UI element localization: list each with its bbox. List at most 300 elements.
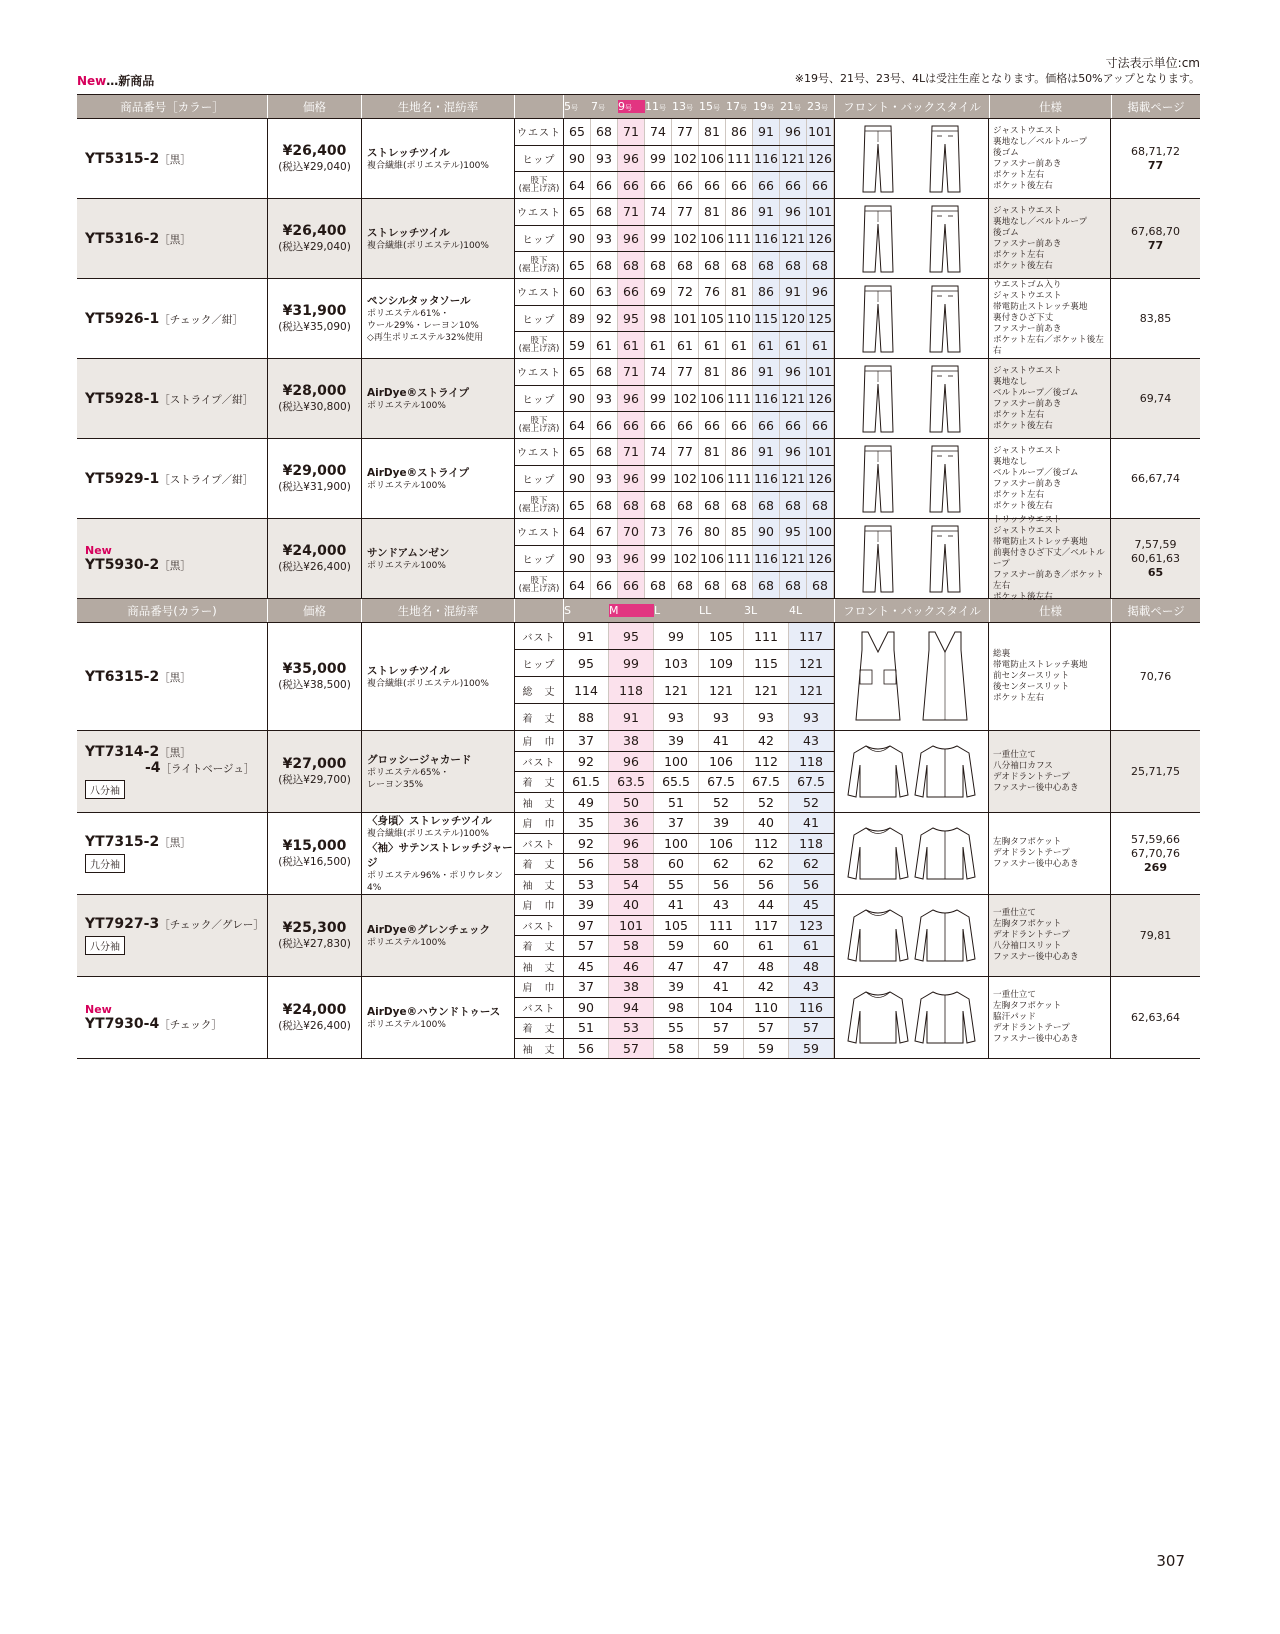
size-value: 93 [591,146,618,172]
size-row [515,895,834,916]
size-row [515,1039,834,1059]
size-value: 102 [672,386,699,412]
product-row [77,278,1200,358]
size-value: 61 [807,332,834,358]
size-value: 68 [699,492,726,518]
tops-body [77,622,1200,1058]
size-value: 68 [780,572,807,598]
product-code: YT5926-1［チェック／紺］ [85,310,243,327]
size-value: 101 [807,119,834,145]
fabric-cell [362,813,515,894]
size-value: 55 [654,1018,699,1038]
size-value: 68 [807,492,834,518]
size-value: 62 [699,854,744,874]
price-tax: (税込¥26,400) [278,1020,351,1032]
fabric-name: AirDye®ストライプ [367,387,469,399]
size-value: 101 [807,439,834,465]
fabric-detail: 複合繊維(ポリエステル)100% [367,829,489,839]
size-label: 袖 丈 [515,793,564,813]
price: ¥24,000 [282,1002,347,1018]
size-value: 42 [744,977,789,997]
size-value: 55 [654,875,699,895]
price: ¥26,400 [282,223,347,239]
size-row [515,386,834,413]
price: ¥26,400 [282,143,347,159]
size-label: ウエスト [515,199,564,225]
size-label-sub: (裾上げ済) [518,264,560,275]
spec-cell [989,813,1111,894]
product-color: ［黒］ [159,153,191,166]
size-value: 93 [591,546,618,572]
size-value: 63.5 [609,772,654,792]
spec-item: ファスナー後中心あき [993,952,1079,962]
pages-list: 25,71,75 [1131,764,1180,778]
size-row [515,332,834,358]
size-value: 71 [618,119,645,145]
size-value: 58 [609,854,654,874]
product-row [77,894,1200,976]
size-value: 66 [645,412,672,438]
spec-cell [989,119,1111,198]
size-value: 56 [789,875,834,895]
style-illustration [834,895,989,976]
size-value: 66 [726,412,753,438]
size-label [515,492,564,518]
spec-item: ポケット左右 [993,489,1045,500]
size-value: 105 [654,916,699,936]
size-value: 41 [699,977,744,997]
spec-item: 一重仕立て [993,749,1036,760]
spec-item: ポケット左右 [993,249,1045,260]
size-label: 着 丈 [515,936,564,956]
style-illustration [834,279,989,358]
size-value: 121 [780,386,807,412]
fabric-detail: ポリエステル100% [367,561,446,571]
size-value: 61 [591,332,618,358]
size-row [515,623,834,650]
price-tax: (税込¥30,800) [278,401,351,413]
size-value: 111 [726,146,753,172]
spec-item: デオドラントテープ [993,930,1070,940]
size-value: 51 [564,1018,609,1038]
size-value: 66 [807,172,834,198]
pants-back-icon [928,284,962,354]
pages-cell [1111,119,1200,198]
size-value: 77 [672,439,699,465]
spec-item: ベルトループ／後ゴム [993,467,1079,478]
size-table [515,895,834,976]
spec-item: 左胸タフポケット [993,1001,1062,1011]
size-header-0 [564,100,591,113]
price: ¥15,000 [282,838,347,854]
size-value: 52 [789,793,834,813]
header-price: 価格 [268,599,362,622]
size-value: 81 [699,359,726,385]
price: ¥24,000 [282,543,347,559]
size-value: 69 [645,279,672,305]
fabric-cell [362,439,515,518]
size-value: 101 [609,916,654,936]
product-code-cell [77,813,268,894]
header-fabric: 生地名・混紡率 [362,95,515,118]
fabric-cell [362,279,515,358]
product-row [77,514,1200,602]
size-header-5: 4L [789,604,803,617]
size-value: 91 [753,199,780,225]
spec-item: 後センタースリット [993,682,1070,692]
size-label: 袖 丈 [515,875,564,895]
size-unit: 号 [686,104,693,112]
size-value: 92 [564,834,609,854]
size-value: 53 [564,875,609,895]
sleeve-badge: 八分袖 [85,936,125,955]
size-value: 68 [699,252,726,278]
spec-item: ジャストウエスト [993,525,1062,536]
size-value: 65 [564,492,591,518]
order-note: ※19号、21号、23号、4Lは受注生産となります。価格は50%アップとなります。 [794,72,1200,85]
size-label: バスト [515,834,564,854]
product-code: YT5929-1［ストライプ／紺］ [85,470,254,487]
price-cell [268,623,362,730]
size-number: 7 [591,100,598,113]
size-value: 111 [726,386,753,412]
product-code-cell [77,279,268,358]
fabric-cell [362,623,515,730]
size-row [515,875,834,895]
size-value: 90 [564,386,591,412]
size-value: 66 [591,172,618,198]
price-cell [268,439,362,518]
size-value: 96 [609,752,654,772]
size-value: 68 [672,492,699,518]
size-value: 72 [672,279,699,305]
size-value: 98 [645,306,672,332]
pages-highlight: 77 [1147,158,1164,172]
product-code: YT7314-2［黒］ [85,744,191,760]
spec-cell [989,731,1111,812]
pants-back-icon [928,444,962,514]
size-table [515,623,834,730]
size-label-main: 股下 [530,336,548,347]
size-label: ヒップ [515,546,564,572]
fabric-name: サンドアムンゼン [367,547,450,559]
size-value: 58 [654,1039,699,1059]
pants-front-icon [861,444,895,514]
price-tax: (税込¥35,090) [278,321,351,333]
size-value: 68 [699,572,726,598]
price: ¥31,900 [282,303,347,319]
size-header-5 [699,100,726,113]
size-value: 74 [645,359,672,385]
size-value: 61 [726,332,753,358]
size-value: 68 [807,252,834,278]
fabric-cell [362,359,515,438]
size-value: 89 [564,306,591,332]
pants-back-icon [928,204,962,274]
size-value: 50 [609,793,654,813]
size-row [515,752,834,773]
header-spec: 仕様 [990,599,1112,622]
size-value: 48 [789,957,834,977]
product-color: ［ストライプ／紺］ [159,393,254,406]
sleeve-badge: 九分袖 [85,854,125,873]
size-label: ヒップ [515,226,564,252]
size-row [515,359,834,386]
size-value: 118 [609,677,654,703]
new-badge: New [85,544,112,557]
size-value: 43 [699,895,744,915]
size-value: 45 [564,957,609,977]
spec-item: 帯電防止ストレッチ裏地 [993,302,1088,312]
pants-front-icon [861,364,895,434]
size-value: 110 [744,998,789,1018]
size-value: 68 [753,492,780,518]
size-table [515,439,834,518]
size-value: 111 [726,466,753,492]
size-value: 66 [807,412,834,438]
size-row [515,813,834,834]
size-value: 59 [699,1039,744,1059]
fabric-detail: 〈袖〉サテンストレッチジャージ [367,842,513,869]
size-value: 68 [591,119,618,145]
size-value: 100 [654,752,699,772]
pants-back-icon [928,524,962,594]
size-value: 37 [654,813,699,833]
size-header-6 [726,100,753,113]
size-value: 36 [609,813,654,833]
size-value: 66 [591,572,618,598]
size-label-sub: (裾上げ済) [518,584,560,595]
spec-item: ジャストウエスト [993,125,1062,136]
size-value: 53 [609,1018,654,1038]
size-row [515,492,834,518]
size-value: 49 [564,793,609,813]
size-value: 39 [564,895,609,915]
size-value: 77 [672,119,699,145]
pages-cell [1111,359,1200,438]
size-value: 68 [618,252,645,278]
spec-item: ファスナー前あき／ポケット左右 [993,569,1104,591]
size-value: 101 [807,359,834,385]
size-value: 121 [744,677,789,703]
size-value: 68 [591,359,618,385]
size-value: 81 [726,279,753,305]
size-value: 65 [564,199,591,225]
spec-item: 裏付きひざ下丈 [993,313,1054,323]
header-style: フロント・バックスタイル [835,599,990,622]
bottoms-size-headers [564,95,835,118]
fabric-cell [362,895,515,976]
spec-cell [989,623,1111,730]
blouse-back-icon [913,743,977,801]
fabric-detail: 複合繊維(ポリエステル)100% [367,679,489,689]
size-row [515,172,834,198]
size-table [515,731,834,812]
product-row [77,976,1200,1058]
price-cell [268,119,362,198]
product-code-variant: -4［ライトベージュ］ [145,760,255,776]
spec-item: 総裏 [993,649,1011,659]
size-number: 9 [618,100,625,113]
fabric-detail: ポリエステル100% [367,1020,446,1030]
header-fabric: 生地名・混紡率 [362,599,515,622]
size-value: 62 [744,854,789,874]
size-header-4 [672,100,699,113]
unit-note: 寸法表示単位:cm [1105,56,1200,70]
pages-list: 79,81 [1139,928,1172,942]
size-table [515,519,834,598]
fabric-detail: ポリエステル100% [367,938,446,948]
size-value: 100 [654,834,699,854]
size-value: 116 [753,546,780,572]
blouse-back-icon [913,989,977,1047]
size-unit: 号 [740,104,747,112]
size-value: 68 [780,252,807,278]
pants-front-icon [861,524,895,594]
size-value: 116 [753,146,780,172]
size-value: 102 [672,466,699,492]
header-pages: 掲載ページ [1127,603,1185,618]
size-value: 88 [564,704,609,730]
size-value: 52 [699,793,744,813]
size-value: 123 [789,916,834,936]
size-value: 121 [780,546,807,572]
size-label: 袖 丈 [515,1039,564,1059]
size-value: 47 [654,957,699,977]
size-value: 95 [609,623,654,649]
size-value: 65 [564,252,591,278]
product-row [77,812,1200,894]
size-row [515,572,834,598]
fabric-name: ペンシルタッタソール [367,295,471,307]
size-value: 105 [699,306,726,332]
size-value: 81 [699,439,726,465]
pages-highlight: 77 [1147,238,1164,252]
size-value: 96 [780,199,807,225]
size-row [515,306,834,333]
size-row [515,704,834,730]
size-label: ウエスト [515,519,564,545]
bottoms-header [77,94,1200,118]
size-value: 96 [780,119,807,145]
size-value: 64 [564,412,591,438]
spec-item: ジャストウエスト [993,205,1062,216]
size-value: 71 [618,359,645,385]
spec-item: 裏地なし／ベルトループ [993,136,1088,147]
pages-cell [1111,895,1200,976]
size-value: 117 [789,623,834,649]
price-tax: (税込¥27,830) [278,938,351,950]
blouse-front-icon [846,907,910,965]
style-illustration [834,519,989,598]
fabric-name: グロッシージャカード [367,754,472,766]
spec-item: ポケット後左右 [993,180,1053,191]
size-value: 81 [699,119,726,145]
size-value: 97 [564,916,609,936]
size-value: 91 [753,439,780,465]
size-value: 121 [699,677,744,703]
size-value: 118 [789,752,834,772]
size-value: 57 [789,1018,834,1038]
size-value: 105 [699,623,744,649]
size-value: 100 [807,519,834,545]
size-value: 68 [591,439,618,465]
price-tax: (税込¥16,500) [278,856,351,868]
size-value: 37 [564,731,609,751]
size-row [515,546,834,573]
size-value: 38 [609,731,654,751]
size-value: 68 [807,572,834,598]
bottoms-body [77,118,1200,602]
size-label: 肩 巾 [515,895,564,915]
price: ¥25,300 [282,920,347,936]
spec-item: ファスナー前あき [993,398,1062,409]
size-value: 35 [564,813,609,833]
size-row [515,146,834,173]
size-value: 66 [699,412,726,438]
spec-item: 八分袖口スリット [993,941,1062,951]
size-chart [77,94,1200,1059]
size-value: 109 [699,650,744,676]
fabric-name: AirDye®グレンチェック [367,924,491,936]
size-label [515,172,564,198]
size-value: 66 [780,172,807,198]
new-legend-text: …新商品 [106,74,155,88]
size-value: 68 [726,252,753,278]
size-value: 57 [699,1018,744,1038]
size-value: 111 [699,916,744,936]
size-label: 肩 巾 [515,813,564,833]
size-value: 121 [780,466,807,492]
size-value: 99 [609,650,654,676]
size-value: 71 [618,439,645,465]
size-value: 68 [591,252,618,278]
product-code-cell [77,439,268,518]
size-value: 92 [591,306,618,332]
size-value: 38 [609,977,654,997]
size-value: 91 [564,623,609,649]
size-row [515,650,834,677]
blouse-front-icon [846,825,910,883]
size-value: 61 [672,332,699,358]
size-value: 96 [780,359,807,385]
size-value: 59 [654,936,699,956]
size-label: バスト [515,998,564,1018]
spec-item: ファスナー前あき [993,238,1062,249]
size-value: 93 [654,704,699,730]
size-number: 23 [807,100,821,113]
pages-list: 66,67,74 [1131,471,1180,485]
size-value: 60 [654,854,699,874]
size-value: 93 [591,226,618,252]
size-value: 93 [744,704,789,730]
spec-cell [989,199,1111,278]
tops-header [77,598,1200,622]
size-value: 95 [780,519,807,545]
header-code: 商品番号［カラー］ [77,95,268,118]
price: ¥29,000 [282,463,347,479]
size-value: 86 [726,359,753,385]
pages-list: 69,74 [1139,391,1172,405]
size-value: 66 [672,412,699,438]
size-header-2: L [654,604,661,617]
product-code-cell [77,359,268,438]
size-value: 66 [726,172,753,198]
product-color: ［ストライプ／紺］ [159,473,254,486]
size-value: 121 [789,650,834,676]
size-value: 91 [609,704,654,730]
size-value: 66 [618,172,645,198]
